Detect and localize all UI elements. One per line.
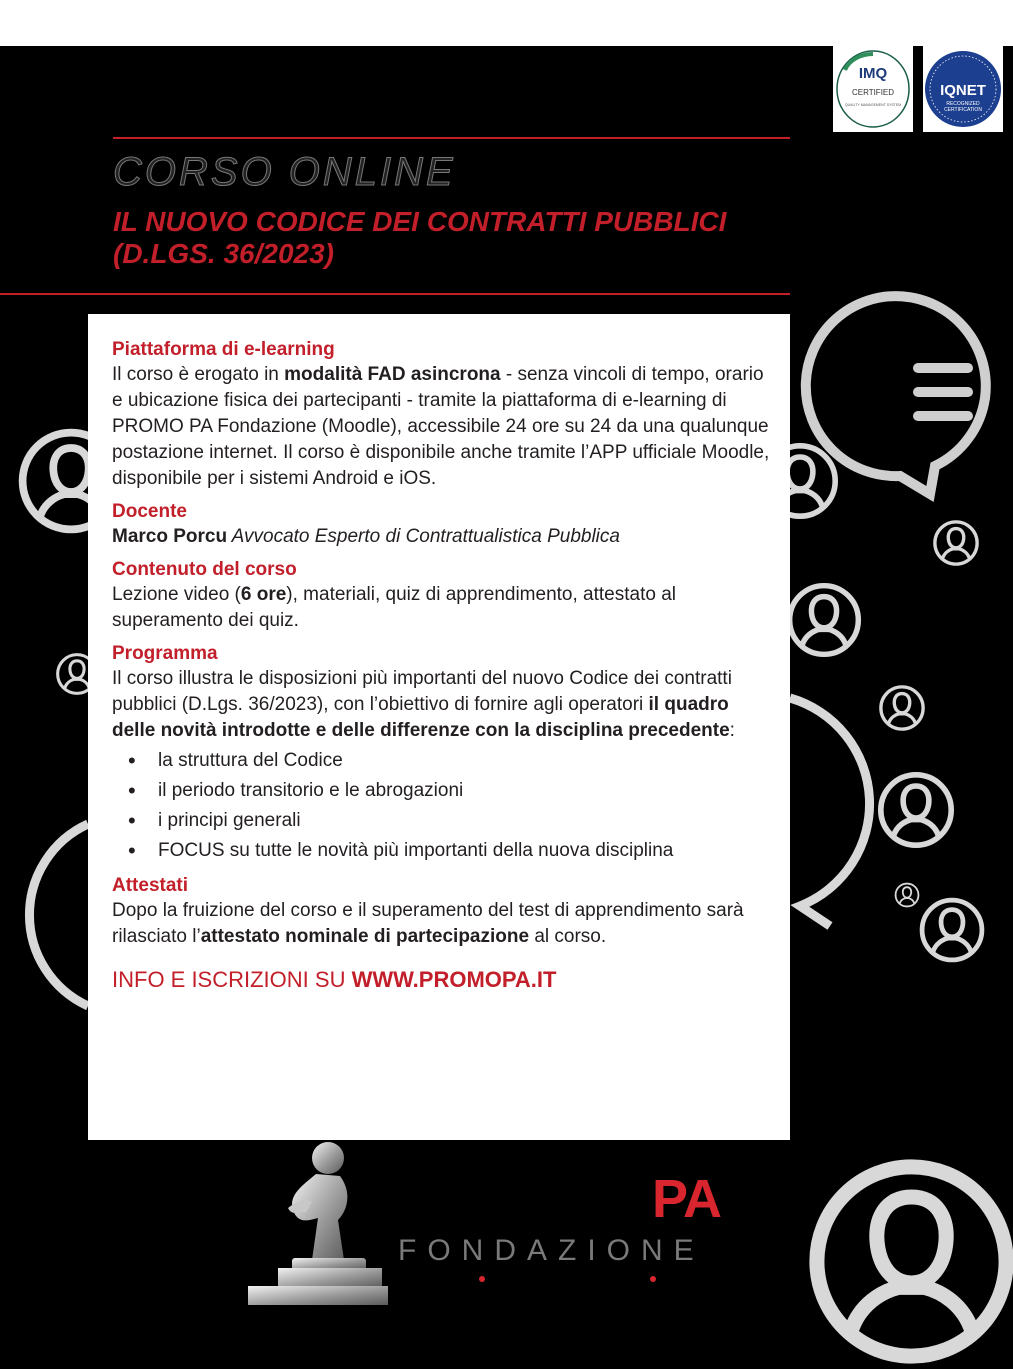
section-heading: Attestati (112, 875, 189, 896)
body-text: Lezione video ( (112, 584, 241, 605)
section-body (112, 898, 770, 950)
section-body (112, 524, 770, 550)
list-item: • FOCUS su tutte le novità più importanti della nuova disciplina (112, 836, 770, 866)
program-list (112, 746, 770, 866)
section-heading: Programma (112, 643, 218, 664)
info-line (112, 966, 770, 994)
list-item: • il periodo transitorio e le abrogazioni (112, 776, 770, 806)
body-text: Il corso illustra le disposizioni più importanti del nuovo Codice dei contratti pubblici (D.Lgs. 36/2023), con l’obiettivo di fornire agli operatori (112, 668, 732, 715)
imq-logo (833, 46, 913, 132)
brand-pa-text: PA (652, 1169, 722, 1229)
brand-dot (479, 1276, 485, 1282)
imq-sub: CERTIFIED (851, 88, 895, 97)
website-link[interactable]: WWW.PROMOPA.IT (351, 967, 557, 992)
course-title-line-2: (D.LGS. 36/2023) (113, 238, 334, 269)
course-title-line-1: IL NUOVO CODICE DEI CONTRATTI PUBBLICI (113, 206, 727, 237)
content-panel (88, 314, 790, 1140)
section-contenuto (112, 558, 770, 634)
section-heading: Piattaforma di e-learning (112, 339, 335, 360)
top-divider (113, 137, 790, 139)
brand-dot (650, 1276, 656, 1282)
iqnet-logo (923, 46, 1003, 132)
body-text: : (729, 720, 735, 741)
iqnet-name: IQNET (940, 82, 986, 99)
body-text: al corso. (529, 926, 607, 947)
brand-fondazione-text: FONDAZIONE (398, 1234, 705, 1267)
section-piattaforma (112, 338, 770, 492)
list-item: • la struttura del Codice (112, 746, 770, 776)
iqnet-sub1: RECOGNIZED (946, 101, 980, 107)
pawn-figure-icon (248, 1140, 388, 1305)
certification-logos (833, 46, 1003, 132)
body-text: Dopo la fruizione del corso e il superamento del test di apprendimento sarà rilasciato l’ (112, 900, 744, 947)
info-label: INFO E ISCRIZIONI SU (112, 967, 352, 992)
section-body (112, 666, 770, 744)
section-docente (112, 500, 770, 550)
section-body (112, 362, 770, 492)
list-item: • i principi generali (112, 806, 770, 836)
bottom-divider (0, 293, 790, 295)
section-heading: Contenuto del corso (112, 559, 297, 580)
body-bold: 6 ore (240, 584, 287, 605)
body-text: - senza vincoli di tempo, orario e ubicazione fisica dei partecipanti - tramite la piattaforma di e-learning di PROMO PA Fondazione (Moodle), accessibile 24 ore su 24 da una qualunque postazione internet. Il corso è disponibile anche tramite l’APP ufficiale Moodle, disponibile per i sistemi Android e iOS. (112, 364, 770, 489)
flyer-page (0, 46, 1013, 1369)
section-programma (112, 642, 770, 866)
teacher-role: Avvocato Esperto di Contrattualistica Pubblica (227, 526, 620, 547)
body-bold: attestato nominale di partecipazione (200, 926, 530, 947)
course-title (113, 206, 783, 270)
body-text: ), materiali, quiz di apprendimento, attestato al superamento dei quiz. (112, 584, 677, 631)
section-body (112, 582, 770, 634)
body-text: Il corso è erogato in (112, 364, 285, 385)
imq-name: IMQ (858, 65, 888, 82)
section-attestati (112, 874, 770, 950)
body-bold: modalità FAD asincrona (284, 364, 501, 385)
body-bold: il quadro delle novità introdotte e delle differenze con la disciplina precedente (112, 694, 730, 741)
imq-tiny: QUALITY MANAGEMENT SYSTEM (844, 103, 902, 107)
course-kicker: CORSO ONLINE (113, 150, 456, 194)
iqnet-sub2: CERTIFICATION (944, 107, 982, 113)
teacher-name: Marco Porcu (112, 526, 228, 547)
section-heading: Docente (112, 501, 187, 522)
